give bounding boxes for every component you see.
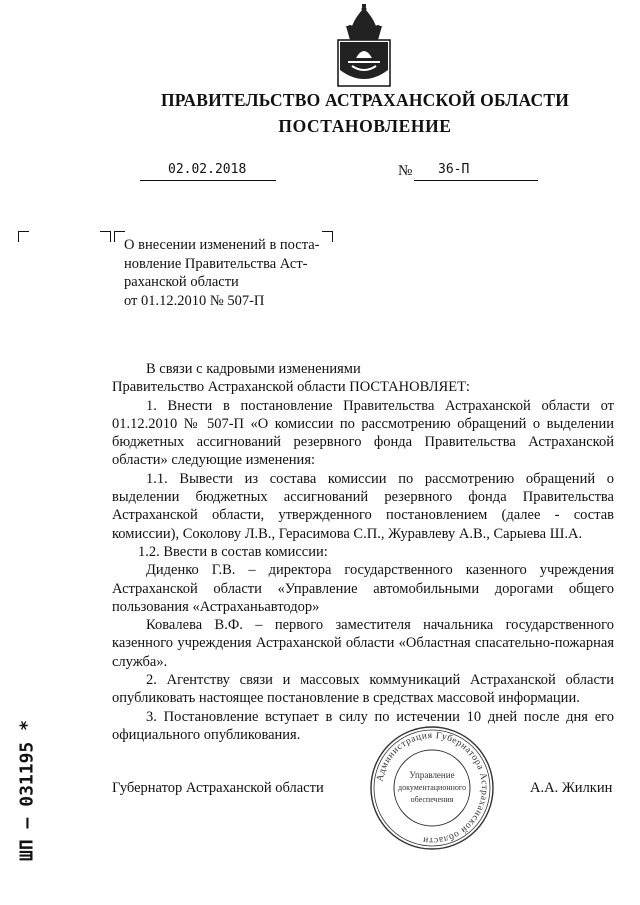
stamp-center-line: Управление xyxy=(409,770,455,780)
body-paragraph: Правительство Астраханской области ПОСТАНОВЛЯЕТ: xyxy=(112,379,470,396)
stamp-center-line: обеспечения xyxy=(410,795,454,804)
body-paragraph: Ковалева В.Ф. – первого заместителя начальника государственного казенного учреждения Астраханской области «Областная спасательно-пожарная служба». xyxy=(112,617,614,670)
document-type: ПОСТАНОВЛЕНИЕ xyxy=(278,116,452,136)
body-paragraph: 3. Постановление вступает в силу по истечении 10 дней после дня его официального опубликования. xyxy=(112,708,614,743)
stamp-ring-text: Администрация Губернатора Астраханской области xyxy=(375,730,490,846)
body-paragraph: 1. Внести в постановление Правительства Астраханской области от 01.12.2010 № 507-П «О комиссии по рассмотрению обращений о выделении бюджетных ассигнований резервного фонда Правительства Астраханской области» следующие изменения: xyxy=(112,397,614,469)
document-date: 02.02.2018 xyxy=(168,162,247,177)
body-paragraph: 1.2. Ввести в состав комиссии: xyxy=(138,543,328,560)
coat-of-arms-emblem xyxy=(332,4,396,88)
corner-mark-inner-right xyxy=(100,231,111,242)
body-paragraph: 2. Агентству связи и массовых коммуникаций Астраханской области опубликовать настоящее постановление в средствах массовой информации. xyxy=(112,672,614,707)
registration-code-text: ШП – 031195 * xyxy=(16,720,38,861)
government-name: ПРАВИТЕЛЬСТВО АСТРАХАНСКОЙ ОБЛАСТИ xyxy=(160,90,570,110)
number-sign: № xyxy=(398,163,413,179)
signatory-position: Губернатор Астраханской области xyxy=(112,780,324,796)
body-paragraph: 1.1. Вывести из состава комиссии по рассмотрению обращений о выделении бюджетных ассигнований резервного фонда Правительства Астраханской области, утвержденного постановлением (далее - состав комиссии), Соколову Л.В., Герасимова С.П., Журавлеву А.В., Сарыева Ш.А. xyxy=(112,470,614,542)
subject-line: раханской области xyxy=(124,274,239,290)
body-paragraph: Диденко Г.В. – директора государственного казенного учреждения Астраханской области «Управление автомобильными дорогами общего пользования «Астраханьавтодор» xyxy=(112,562,614,615)
subject-line: новление Правительства Аст- xyxy=(124,255,308,272)
subject-line: О внесении изменений в поста- xyxy=(124,237,320,253)
official-stamp xyxy=(368,724,496,852)
date-field xyxy=(140,162,276,181)
subject-line: от 01.12.2010 № 507-П xyxy=(124,292,265,309)
side-registration-code xyxy=(4,720,44,890)
document-subject xyxy=(124,236,344,310)
corner-mark-left xyxy=(18,231,29,242)
signatory-name: А.А. Жилкин xyxy=(530,780,613,796)
document-number: 36-П xyxy=(438,162,470,177)
body-paragraph: В связи с кадровыми изменениями xyxy=(146,361,361,377)
document-body xyxy=(112,360,614,744)
number-field xyxy=(414,162,538,181)
stamp-center-line: документационного xyxy=(398,783,466,792)
